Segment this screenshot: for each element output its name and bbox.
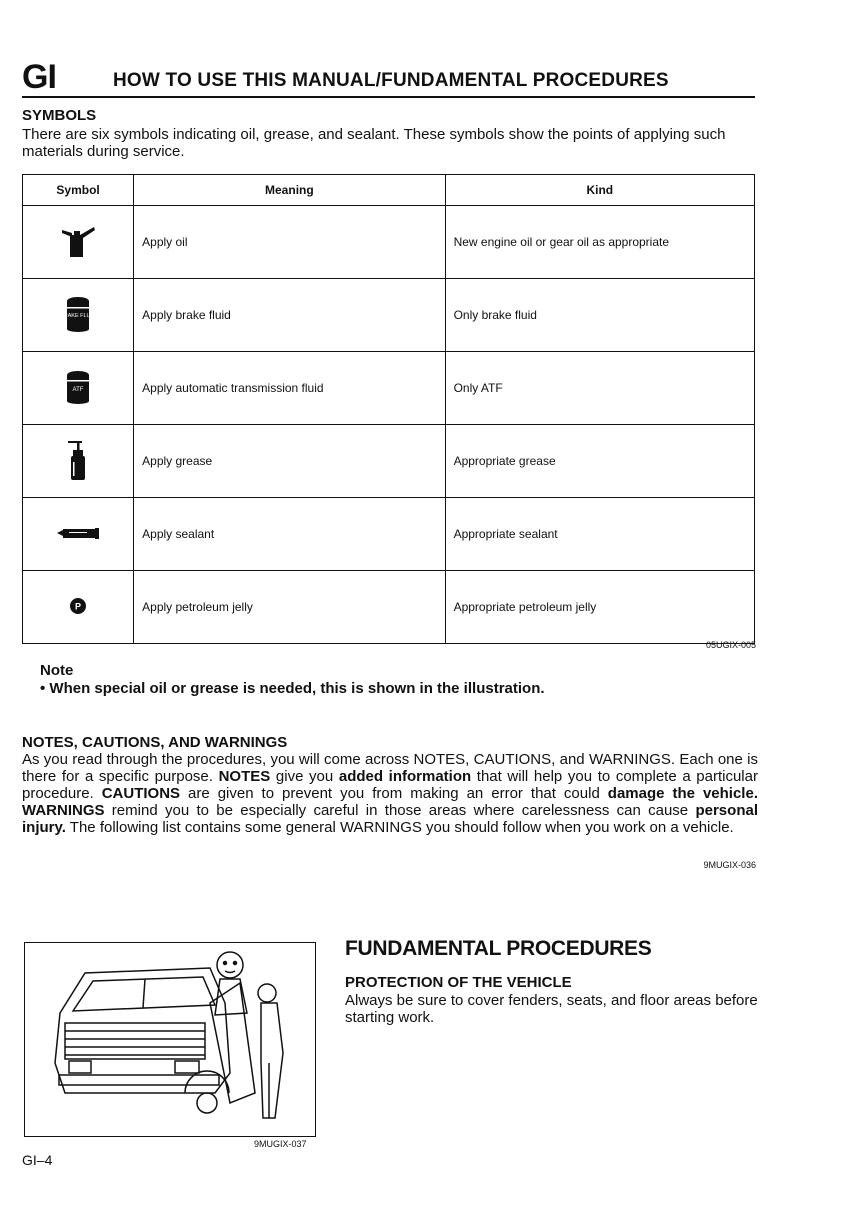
kind-cell: Only ATF (445, 352, 754, 425)
atf-icon-label: ATF (72, 386, 84, 393)
symbol-cell (23, 498, 134, 571)
meaning-cell: Apply oil (134, 206, 445, 279)
fundamental-heading: FUNDAMENTAL PROCEDURES (345, 937, 652, 960)
symbol-cell (23, 425, 134, 498)
table-row (23, 498, 755, 571)
column-header-symbol: Symbol (23, 175, 134, 206)
protection-subheading: PROTECTION OF THE VEHICLE (345, 974, 572, 991)
section-code: GI (22, 58, 56, 96)
atf-can-icon (63, 369, 93, 405)
figure-ref-symbols: 05UGIX-005 (705, 640, 756, 650)
meaning-cell: Apply automatic transmission fluid (134, 352, 445, 425)
header-divider (22, 96, 755, 98)
table-row (23, 352, 755, 425)
illustration-frame (24, 942, 316, 1137)
column-header-meaning: Meaning (134, 175, 445, 206)
notes-paragraph: As you read through the procedures, you will come across NOTES, CAUTIONS, and WARNINGS. Each one is there for a specific purpose. NOTES give you added information that will help you to complete a particular procedure. CAUTIONS are given to prevent you from making an error that could damage the vehicle. WARNINGS remind you to be especially careful in those areas where carelessness can cause personal injury. The following list contains some general WARNINGS you should follow when you work on a vehicle. (22, 751, 758, 836)
kind-cell: Appropriate sealant (445, 498, 754, 571)
symbol-cell (23, 206, 134, 279)
symbol-cell (23, 279, 134, 352)
kind-cell: Appropriate grease (445, 425, 754, 498)
meaning-cell: Apply brake fluid (134, 279, 445, 352)
figure-ref-notes: 9MUGIX-036 (703, 860, 756, 870)
grease-gun-icon (63, 438, 93, 482)
table-row (23, 425, 755, 498)
symbol-cell (23, 571, 134, 644)
note-bullet-text: When special oil or grease is needed, this is shown in the illustration. (49, 680, 545, 697)
page-number: GI–4 (22, 1152, 53, 1168)
table-row (23, 279, 755, 352)
table-row (23, 571, 755, 644)
note-bullet: • When special oil or grease is needed, this is shown in the illustration. (40, 680, 545, 697)
symbols-table (22, 174, 755, 644)
table-header-row (23, 175, 755, 206)
meaning-cell: Apply petroleum jelly (134, 571, 445, 644)
page-title: HOW TO USE THIS MANUAL/FUNDAMENTAL PROCEDURES (113, 70, 669, 91)
symbols-heading: SYMBOLS (22, 107, 97, 124)
note-title: Note (40, 662, 74, 679)
meaning-cell: Apply sealant (134, 498, 445, 571)
symbol-cell (23, 352, 134, 425)
kind-cell: New engine oil or gear oil as appropriate (445, 206, 754, 279)
petroleum-icon-label: P (74, 601, 81, 611)
column-header-kind: Kind (445, 175, 754, 206)
protection-text: Always be sure to cover fenders, seats, and floor areas before starting work. (345, 992, 758, 1026)
meaning-cell: Apply grease (134, 425, 445, 498)
figure-ref-illustration: 9MUGIX-037 (254, 1139, 307, 1149)
petroleum-jelly-icon (68, 596, 88, 616)
oil-can-icon (58, 221, 98, 261)
symbols-intro: There are six symbols indicating oil, grease, and sealant. These symbols show the points of applying such materials during service. (22, 126, 726, 160)
brake-fluid-can-icon (59, 295, 96, 333)
kind-cell: Only brake fluid (445, 279, 754, 352)
notes-heading: NOTES, CAUTIONS, AND WARNINGS (22, 734, 288, 751)
brake-icon-label: BRAKE FLUID (59, 312, 96, 319)
sealant-tube-icon (55, 525, 101, 541)
truck-mechanic-illustration (25, 943, 315, 1136)
kind-cell: Appropriate petroleum jelly (445, 571, 754, 644)
table-row (23, 206, 755, 279)
